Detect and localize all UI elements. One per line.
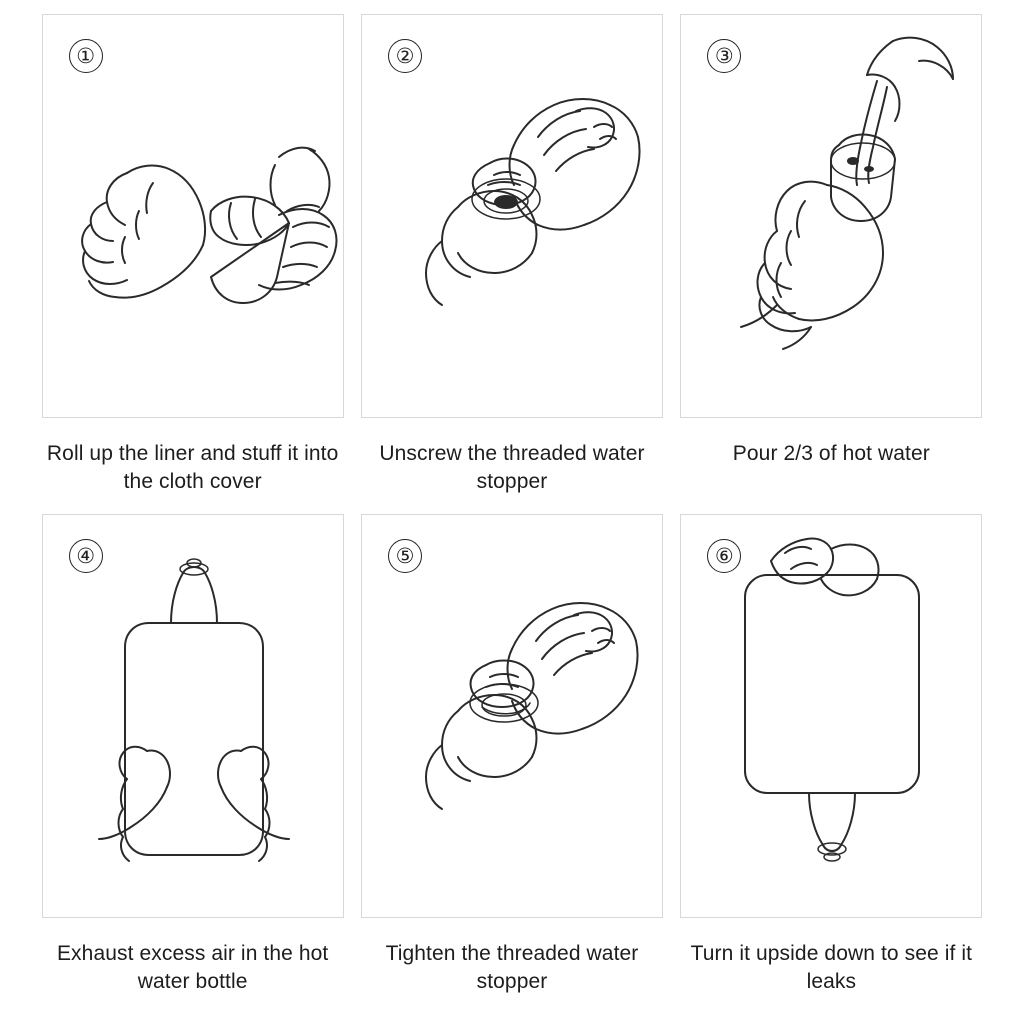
- instruction-step-3: [679, 14, 984, 514]
- instruction-step-5: [359, 514, 664, 1014]
- instruction-step-4: [40, 514, 345, 1014]
- step-number-badge-4: ④: [69, 539, 103, 573]
- illustration-panel-5: [361, 514, 663, 918]
- step-caption-4: Exhaust excess air in the hot water bottle: [56, 942, 329, 993]
- step-number-badge-3: ③: [707, 39, 741, 73]
- step-caption-3: Pour 2/3 of hot water: [732, 442, 930, 465]
- step-number-badge-1: ①: [69, 39, 103, 73]
- illustration-unscrew-stopper: [362, 15, 663, 418]
- illustration-panel-2: [361, 14, 663, 418]
- illustration-panel-1: [42, 14, 344, 418]
- instruction-step-1: [40, 14, 345, 514]
- illustration-upside-down-leak-test: [681, 515, 982, 918]
- instruction-step-2: [359, 14, 664, 514]
- step-number-badge-5: ⑤: [388, 539, 422, 573]
- illustration-tighten-stopper: [362, 515, 663, 918]
- step-number-badge-2: ②: [388, 39, 422, 73]
- instruction-step-6: [679, 514, 984, 1014]
- illustration-exhaust-excess-air: [43, 515, 344, 918]
- step-number-badge-6: ⑥: [707, 539, 741, 573]
- step-caption-5: Tighten the threaded water stopper: [385, 942, 639, 993]
- step-caption-6: Turn it upside down to see if it leaks: [690, 942, 973, 993]
- instruction-grid: [40, 14, 984, 1014]
- step-caption-1: Roll up the liner and stuff it into the cloth cover: [46, 442, 339, 493]
- illustration-panel-4: [42, 514, 344, 918]
- illustration-roll-liner-into-cover: [43, 15, 344, 418]
- step-caption-2: Unscrew the threaded water stopper: [379, 442, 645, 493]
- illustration-panel-6: [680, 514, 982, 918]
- illustration-panel-3: [680, 14, 982, 418]
- illustration-pour-hot-water: [681, 15, 982, 418]
